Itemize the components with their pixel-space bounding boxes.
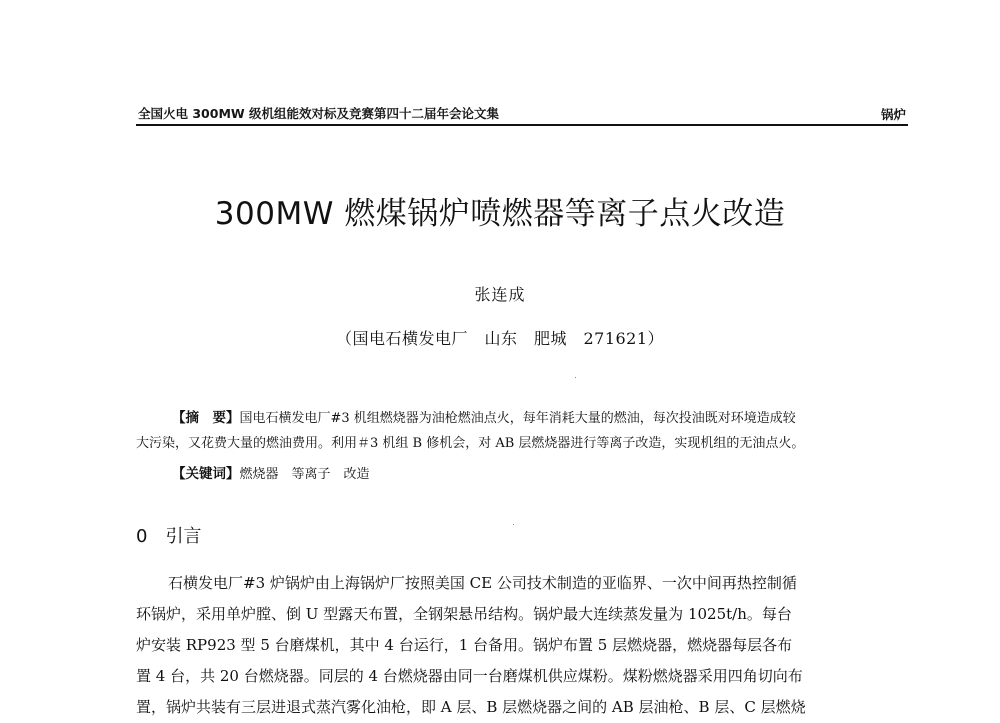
body-line: 环锅炉，采用单炉膛、倒 U 型露天布置，全钢架悬吊结构。锅炉最大连续蒸发量为 1025t/h。每台: [136, 605, 792, 623]
section-number: 0: [136, 526, 148, 547]
keywords-label: 【关键词】: [172, 466, 240, 482]
scan-speck: [575, 377, 576, 378]
running-header-proceedings-title: 全国火电 300MW 级机组能效对标及竞赛第四十二届年会论文集: [138, 106, 500, 121]
abstract-text-2: 大污染，又花费大量的燃油费用。利用＃3 机组 B 修机会，对 AB 层燃烧器进行等离子改造，实现机组的无油点火。: [136, 436, 805, 451]
body-line: 置，锅炉共装有三层进退式蒸汽雾化油枪，即 A 层、B 层燃烧器之间的 AB 层油枪、B 层、C 层燃烧: [136, 698, 806, 716]
section-title: 引言: [165, 526, 202, 547]
header-rule: [136, 124, 908, 126]
abstract-text-1: 国电石横发电厂#3 机组燃烧器为油枪燃油点火，每年消耗大量的燃油，每次投油既对环境造成较: [239, 411, 796, 426]
running-header-section: 锅炉: [880, 107, 906, 122]
body-paragraph: [136, 568, 908, 716]
body-line: 置 4 台，共 20 台燃烧器。同层的 4 台燃烧器由同一台磨煤机供应煤粉。煤粉燃烧器采用四角切向布: [136, 667, 803, 685]
abstract: [136, 406, 908, 456]
author-name: 张连成: [474, 285, 526, 304]
abstract-line-1: [136, 406, 908, 431]
paper-title: 300MW 燃煤锅炉喷燃器等离子点火改造: [214, 196, 786, 232]
keywords: [172, 462, 370, 482]
section-heading: [136, 522, 201, 548]
body-line: 炉安装 RP923 型 5 台磨煤机，其中 4 台运行，1 台备用。锅炉布置 5 层燃烧器，燃烧器每层各布: [136, 636, 793, 654]
abstract-label: 【摘 要】: [172, 410, 240, 426]
body-line: 石横发电厂#3 炉锅炉由上海锅炉厂按照美国 CE 公司技术制造的亚临界、一次中间再热控制循: [168, 574, 797, 592]
author-affiliation: （国电石横发电厂 山东 肥城 271621）: [335, 329, 665, 348]
scan-speck: [513, 524, 514, 525]
keywords-text: 燃烧器 等离子 改造: [239, 467, 370, 482]
running-header: [136, 104, 908, 126]
